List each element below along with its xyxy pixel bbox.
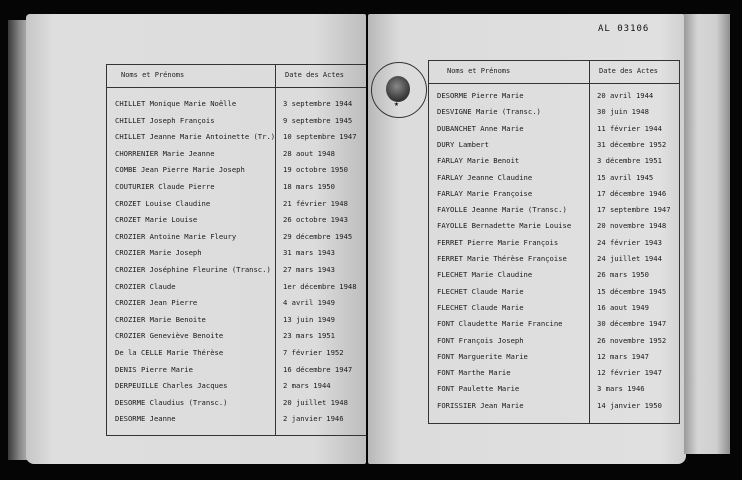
table-row bbox=[107, 149, 366, 163]
table-row bbox=[107, 414, 366, 428]
table-row bbox=[107, 315, 366, 329]
entry-date: 31 décembre 1952 bbox=[597, 139, 667, 149]
table-row bbox=[429, 303, 679, 317]
entry-date: 12 mars 1947 bbox=[597, 351, 649, 361]
entry-date: 10 septembre 1947 bbox=[283, 132, 357, 142]
entry-name: FAYOLLE Bernadette Marie Louise bbox=[437, 221, 572, 231]
table-row bbox=[429, 287, 679, 301]
entry-name: CHILLET Jeanne Marie Antoinette (Tr.) bbox=[115, 132, 276, 142]
seal-star-icon: ★ bbox=[394, 99, 399, 108]
table-row bbox=[429, 91, 679, 105]
entry-date: 26 octobre 1943 bbox=[283, 215, 348, 225]
left-table-header bbox=[107, 65, 366, 88]
book-binding-left bbox=[8, 20, 28, 460]
entry-date: 13 juin 1949 bbox=[283, 314, 335, 324]
entry-date: 2 janvier 1946 bbox=[283, 414, 344, 424]
entry-date: 30 juin 1948 bbox=[597, 107, 649, 117]
table-row bbox=[107, 282, 366, 296]
left-name-column-header: Noms et Prénoms bbox=[121, 71, 185, 79]
entry-date: 2 mars 1944 bbox=[283, 381, 331, 391]
table-row bbox=[107, 365, 366, 379]
table-row bbox=[429, 384, 679, 398]
table-row bbox=[107, 298, 366, 312]
entry-date: 16 décembre 1947 bbox=[283, 364, 353, 374]
entry-name: CROZIER Geneviève Benoite bbox=[115, 331, 224, 341]
table-row bbox=[107, 99, 366, 113]
entry-name: DESORME Claudius (Transc.) bbox=[115, 397, 228, 407]
entry-name: DESORME Pierre Marie bbox=[437, 91, 524, 100]
table-row bbox=[107, 265, 366, 279]
table-row bbox=[107, 232, 366, 246]
table-row bbox=[429, 336, 679, 350]
entry-date: 7 février 1952 bbox=[283, 348, 344, 357]
entry-date: 3 septembre 1944 bbox=[283, 99, 353, 108]
table-row bbox=[107, 165, 366, 179]
entry-name: FONT Marthe Marie bbox=[437, 368, 511, 378]
entry-name: FERRET Pierre Marie François bbox=[437, 237, 559, 247]
table-row bbox=[107, 331, 366, 345]
table-row bbox=[429, 238, 679, 252]
entry-date: 19 octobre 1950 bbox=[283, 165, 348, 175]
entry-date: 1er décembre 1948 bbox=[283, 281, 357, 291]
right-date-column-header: Date des Actes bbox=[599, 67, 659, 75]
left-date-column-header: Date des Actes bbox=[285, 71, 345, 79]
table-row bbox=[429, 173, 679, 187]
entry-name: DESVIGNE Marie (Transc.) bbox=[437, 107, 541, 117]
entry-name: DURY Lambert bbox=[437, 139, 489, 149]
entry-name: FONT Claudette Marie Francine bbox=[437, 319, 563, 329]
entry-date: 26 novembre 1952 bbox=[597, 335, 667, 345]
entry-name: CROZIER Claude bbox=[115, 281, 176, 291]
entry-date: 16 aout 1949 bbox=[597, 302, 649, 312]
entry-name: FLECHET Claude Marie bbox=[437, 302, 524, 312]
entry-name: DUBANCHET Anne Marie bbox=[437, 123, 524, 133]
entry-date: 26 mars 1950 bbox=[597, 270, 649, 280]
entry-date: 21 février 1948 bbox=[283, 198, 348, 208]
right-page bbox=[368, 14, 686, 464]
entry-name: FAYOLLE Jeanne Marie (Transc.) bbox=[437, 205, 567, 215]
entry-date: 23 mars 1951 bbox=[283, 331, 335, 341]
entry-date: 28 aout 1948 bbox=[283, 148, 335, 158]
table-row bbox=[107, 182, 366, 196]
entry-name: De la CELLE Marie Thérèse bbox=[115, 348, 224, 357]
entry-date: 17 septembre 1947 bbox=[597, 205, 671, 215]
entry-name: FONT François Joseph bbox=[437, 335, 524, 345]
entry-date: 9 septembre 1945 bbox=[283, 115, 353, 125]
entry-date: 15 décembre 1945 bbox=[597, 286, 667, 296]
table-row bbox=[429, 140, 679, 154]
table-row bbox=[107, 116, 366, 130]
entry-date: 20 juillet 1948 bbox=[283, 397, 348, 407]
left-register-table bbox=[106, 64, 366, 436]
entry-date: 12 février 1947 bbox=[597, 368, 662, 378]
entry-name: FONT Marguerite Marie bbox=[437, 351, 528, 361]
table-row bbox=[429, 124, 679, 138]
entry-date: 18 mars 1950 bbox=[283, 182, 335, 191]
right-table-header bbox=[429, 61, 679, 84]
entry-name: FONT Paulette Marie bbox=[437, 384, 520, 394]
entry-date: 29 décembre 1945 bbox=[283, 231, 353, 241]
entry-date: 27 mars 1943 bbox=[283, 265, 335, 274]
archive-seal bbox=[371, 62, 427, 118]
entry-date: 31 mars 1943 bbox=[283, 248, 335, 258]
entry-date: 20 avril 1944 bbox=[597, 91, 654, 100]
entry-name: CHILLET Joseph François bbox=[115, 115, 215, 125]
entry-name: FLECHET Claude Marie bbox=[437, 286, 524, 296]
entry-name: FERRET Marie Thérèse Françoise bbox=[437, 254, 567, 263]
entry-date: 30 décembre 1947 bbox=[597, 319, 667, 329]
table-row bbox=[107, 398, 366, 412]
entry-name: FARLAY Marie Françoise bbox=[437, 188, 533, 198]
entry-name: DENIS Pierre Marie bbox=[115, 364, 193, 374]
left-page bbox=[26, 14, 366, 464]
table-row bbox=[107, 132, 366, 146]
entry-date: 14 janvier 1950 bbox=[597, 400, 662, 410]
entry-date: 24 février 1943 bbox=[597, 237, 662, 247]
table-row bbox=[429, 156, 679, 170]
entry-name: DESORME Jeanne bbox=[115, 414, 176, 424]
entry-date: 17 décembre 1946 bbox=[597, 188, 667, 198]
entry-name: FARLAY Jeanne Claudine bbox=[437, 172, 533, 182]
table-row bbox=[429, 319, 679, 333]
entry-date: 11 février 1944 bbox=[597, 123, 662, 133]
entry-name: FARLAY Marie Benoit bbox=[437, 156, 520, 166]
entry-date: 15 avril 1945 bbox=[597, 172, 654, 182]
table-row bbox=[107, 215, 366, 229]
entry-name: COMBE Jean Pierre Marie Joseph bbox=[115, 165, 245, 175]
table-row bbox=[429, 352, 679, 366]
table-row bbox=[429, 368, 679, 382]
entry-name: CROZIER Marie Joseph bbox=[115, 248, 202, 258]
table-row bbox=[429, 270, 679, 284]
table-row bbox=[107, 199, 366, 213]
table-row bbox=[429, 205, 679, 219]
table-row bbox=[429, 254, 679, 268]
table-row bbox=[429, 401, 679, 415]
entry-date: 24 juillet 1944 bbox=[597, 254, 662, 263]
entry-date: 3 mars 1946 bbox=[597, 384, 645, 394]
entry-name: CHORRENIER Marie Jeanne bbox=[115, 148, 215, 158]
entry-name: CROZET Marie Louise bbox=[115, 215, 198, 225]
next-page-edge bbox=[684, 14, 730, 454]
entry-name: CROZIER Marie Benoite bbox=[115, 314, 206, 324]
entry-date: 4 avril 1949 bbox=[283, 298, 335, 308]
entry-name: CROZIER Jean Pierre bbox=[115, 298, 198, 308]
entry-date: 3 décembre 1951 bbox=[597, 156, 662, 166]
table-row bbox=[107, 348, 366, 362]
table-row bbox=[107, 248, 366, 262]
entry-date: 20 novembre 1948 bbox=[597, 221, 667, 231]
entry-name: CHILLET Monique Marie Noëlle bbox=[115, 99, 237, 108]
entry-name: COUTURIER Claude Pierre bbox=[115, 182, 215, 191]
entry-name: CROZET Louise Claudine bbox=[115, 198, 211, 208]
entry-name: CROZIER Antoine Marie Fleury bbox=[115, 231, 237, 241]
archive-reference: AL 03106 bbox=[598, 24, 650, 34]
entry-name: CROZIER Joséphine Fleurine (Transc.) bbox=[115, 265, 271, 274]
right-name-column-header: Noms et Prénoms bbox=[447, 67, 511, 75]
entry-name: FORISSIER Jean Marie bbox=[437, 400, 524, 410]
table-row bbox=[429, 221, 679, 235]
table-row bbox=[429, 107, 679, 121]
table-row bbox=[107, 381, 366, 395]
table-row bbox=[429, 189, 679, 203]
entry-name: DERPEUILLE Charles Jacques bbox=[115, 381, 228, 391]
right-register-table bbox=[428, 60, 680, 424]
entry-name: FLECHET Marie Claudine bbox=[437, 270, 533, 280]
